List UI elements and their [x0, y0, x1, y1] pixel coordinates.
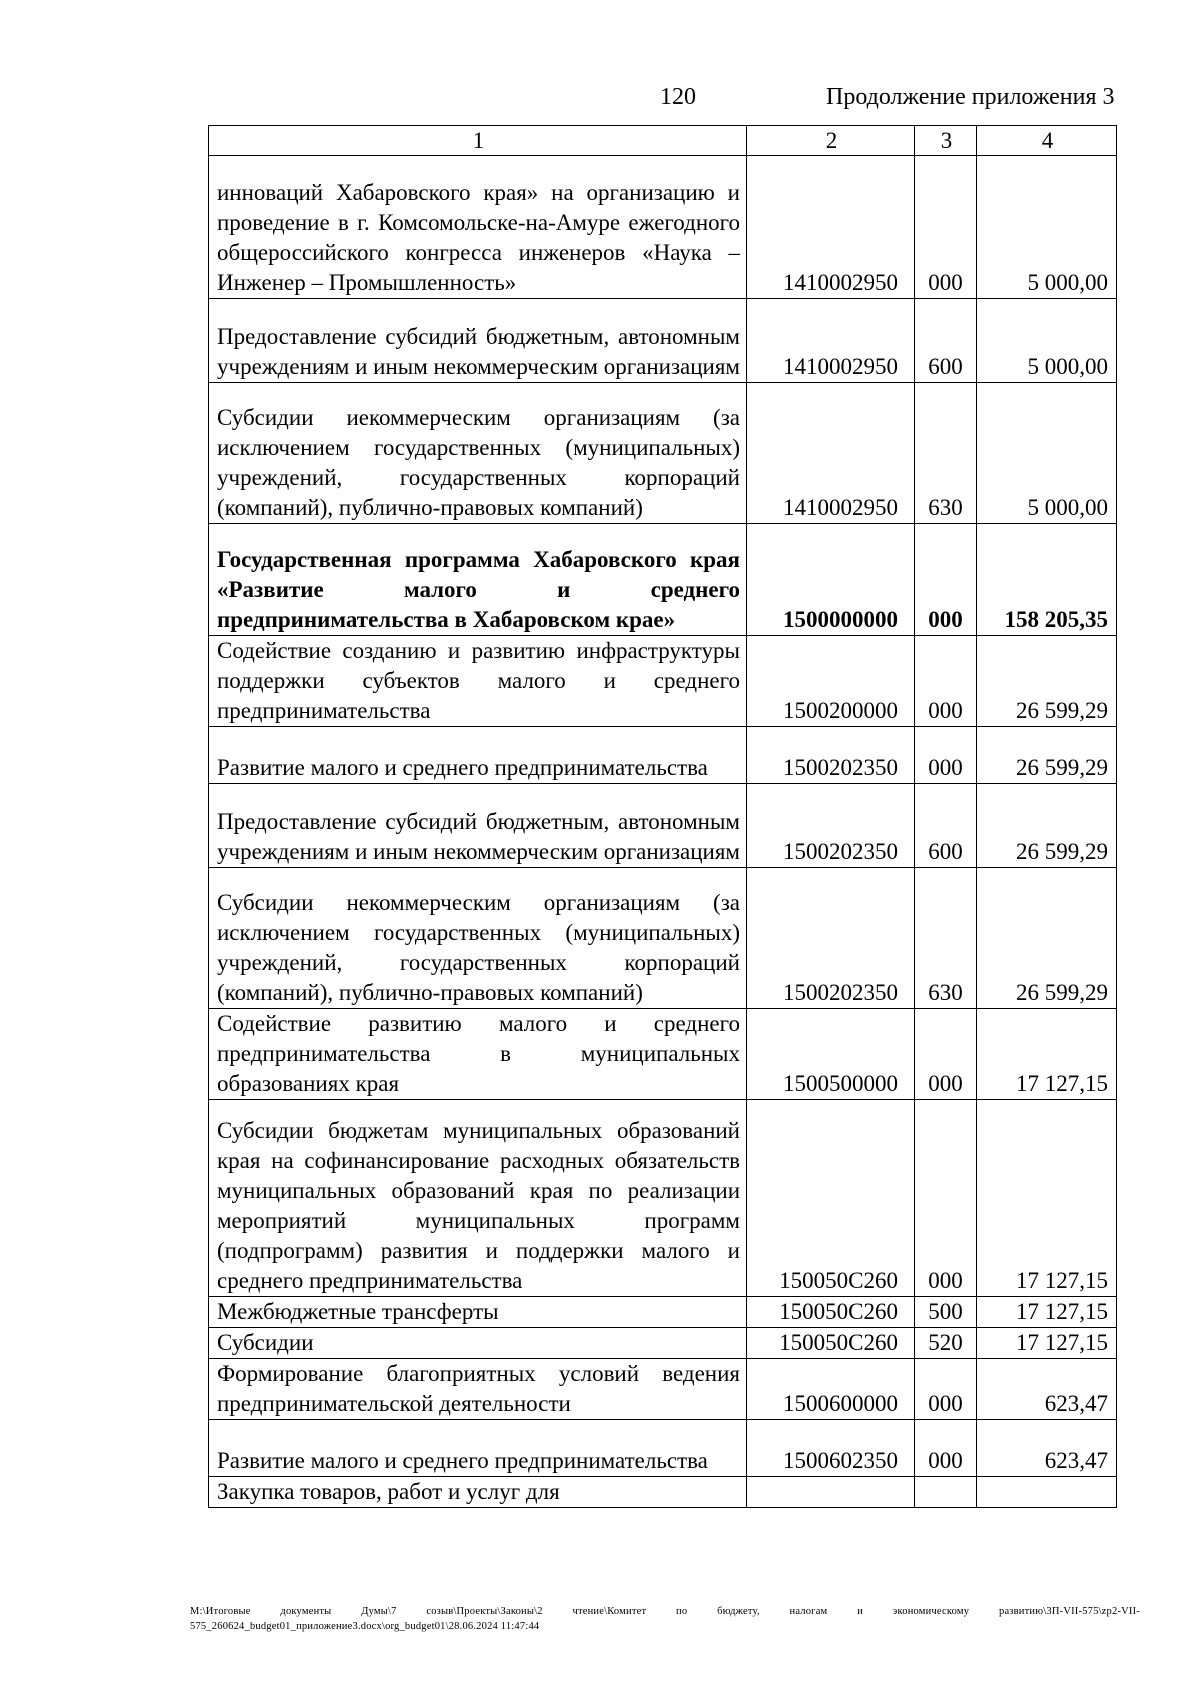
- table-row: [209, 1297, 1117, 1328]
- row-target-code: 150050С260: [747, 1328, 915, 1359]
- table-row: [209, 727, 1117, 784]
- table-row: [209, 1328, 1117, 1359]
- row-amount: 5 000,00: [977, 383, 1117, 524]
- row-name: инноваций Хабаровского края» на организацию и проведение в г. Комсомольске-на-Амуре ежегодного общероссийского конгресса инженеров «Наука – Инженер – Промышленность»: [209, 156, 747, 299]
- row-expense-type: 520: [915, 1328, 977, 1359]
- row-expense-type: 630: [915, 868, 977, 1009]
- table-row: [209, 1359, 1117, 1420]
- table-row: [209, 1100, 1117, 1297]
- page-number: 120: [660, 84, 696, 110]
- row-expense-type: 000: [915, 1359, 977, 1420]
- row-target-code: 1410002950: [747, 299, 915, 383]
- row-name: Межбюджетные трансферты: [209, 1297, 747, 1328]
- row-target-code: 1500202350: [747, 727, 915, 784]
- column-number-row: [209, 126, 1117, 156]
- row-name: Субсидии иекоммерческим организациям (за исключением государственных (муниципальных) учреждений, государственных корпораций (компаний), публично-правовых компаний): [209, 383, 747, 524]
- row-expense-type: 000: [915, 727, 977, 784]
- row-expense-type: 600: [915, 299, 977, 383]
- row-expense-type: 630: [915, 383, 977, 524]
- row-amount: 26 599,29: [977, 784, 1117, 868]
- column-number: 2: [747, 126, 915, 156]
- row-amount: 26 599,29: [977, 868, 1117, 1009]
- row-target-code: 150050С260: [747, 1297, 915, 1328]
- row-target-code: 150050С260: [747, 1100, 915, 1297]
- row-name: Субсидии некоммерческим организациям (за исключением государственных (муниципальных) учреждений, государственных корпораций (компаний), публично-правовых компаний): [209, 868, 747, 1009]
- row-name: Государственная программа Хабаровского края «Развитие малого и среднего предпринимательства в Хабаровском крае»: [209, 524, 747, 636]
- row-amount: 17 127,15: [977, 1328, 1117, 1359]
- row-expense-type: 500: [915, 1297, 977, 1328]
- row-amount: 26 599,29: [977, 727, 1117, 784]
- row-expense-type: 000: [915, 156, 977, 299]
- table-row: [209, 383, 1117, 524]
- table-row: [209, 524, 1117, 636]
- file-path-footer: M:\Итоговые документы Думы\7 созыв\Проекты\Законы\2 чтение\Комитет по бюджету, налогам и экономическому развитию\3П-VII-575\zp2-VII-575_260624_budget01_приложение3.docx\org_budget01\28.06.2024 11:47:44: [190, 1606, 1140, 1632]
- row-name: Закупка товаров, работ и услуг для: [209, 1477, 747, 1508]
- row-name: Предоставление субсидий бюджетным, автономным учреждениям и иным некоммерческим организациям: [209, 299, 747, 383]
- row-target-code: 1500602350: [747, 1420, 915, 1477]
- row-amount: 17 127,15: [977, 1009, 1117, 1100]
- row-name: Содействие созданию и развитию инфраструктуры поддержки субъектов малого и среднего предпринимательства: [209, 636, 747, 727]
- row-amount: 623,47: [977, 1359, 1117, 1420]
- table-row: [209, 299, 1117, 383]
- row-amount: 5 000,00: [977, 156, 1117, 299]
- row-amount: [977, 1477, 1117, 1508]
- row-name: Субсидии бюджетам муниципальных образований края на софинансирование расходных обязательств муниципальных образований края по реализации мероприятий муниципальных программ (подпрограмм) развития и поддержки малого и среднего предпринимательства: [209, 1100, 747, 1297]
- column-number: 4: [977, 126, 1117, 156]
- row-target-code: [747, 1477, 915, 1508]
- row-target-code: 1410002950: [747, 383, 915, 524]
- table-row: [209, 1477, 1117, 1508]
- row-name: Содействие развитию малого и среднего предпринимательства в муниципальных образованиях края: [209, 1009, 747, 1100]
- row-amount: 17 127,15: [977, 1100, 1117, 1297]
- row-name: Предоставление субсидий бюджетным, автономным учреждениям и иным некоммерческим организациям: [209, 784, 747, 868]
- row-name: Развитие малого и среднего предпринимательства: [209, 727, 747, 784]
- table-row: [209, 1420, 1117, 1477]
- row-target-code: 1500500000: [747, 1009, 915, 1100]
- row-expense-type: 000: [915, 1009, 977, 1100]
- row-target-code: 1500600000: [747, 1359, 915, 1420]
- row-amount: 17 127,15: [977, 1297, 1117, 1328]
- table-row: [209, 1009, 1117, 1100]
- row-target-code: 1410002950: [747, 156, 915, 299]
- row-target-code: 1500200000: [747, 636, 915, 727]
- row-name: Развитие малого и среднего предпринимательства: [209, 1420, 747, 1477]
- budget-table: [208, 125, 1117, 1508]
- row-expense-type: 000: [915, 524, 977, 636]
- row-amount: 5 000,00: [977, 299, 1117, 383]
- table-row: [209, 868, 1117, 1009]
- row-target-code: 1500202350: [747, 868, 915, 1009]
- column-number: 3: [915, 126, 977, 156]
- row-name: Субсидии: [209, 1328, 747, 1359]
- column-number: 1: [209, 126, 747, 156]
- row-expense-type: 600: [915, 784, 977, 868]
- continuation-caption: Продолжение приложения 3: [826, 84, 1115, 110]
- row-amount: 158 205,35: [977, 524, 1117, 636]
- row-target-code: 1500000000: [747, 524, 915, 636]
- row-target-code: 1500202350: [747, 784, 915, 868]
- row-expense-type: 000: [915, 636, 977, 727]
- row-expense-type: 000: [915, 1420, 977, 1477]
- table-row: [209, 156, 1117, 299]
- table-row: [209, 636, 1117, 727]
- table-row: [209, 784, 1117, 868]
- row-amount: 26 599,29: [977, 636, 1117, 727]
- row-amount: 623,47: [977, 1420, 1117, 1477]
- row-expense-type: [915, 1477, 977, 1508]
- row-name: Формирование благоприятных условий ведения предпринимательской деятельности: [209, 1359, 747, 1420]
- row-expense-type: 000: [915, 1100, 977, 1297]
